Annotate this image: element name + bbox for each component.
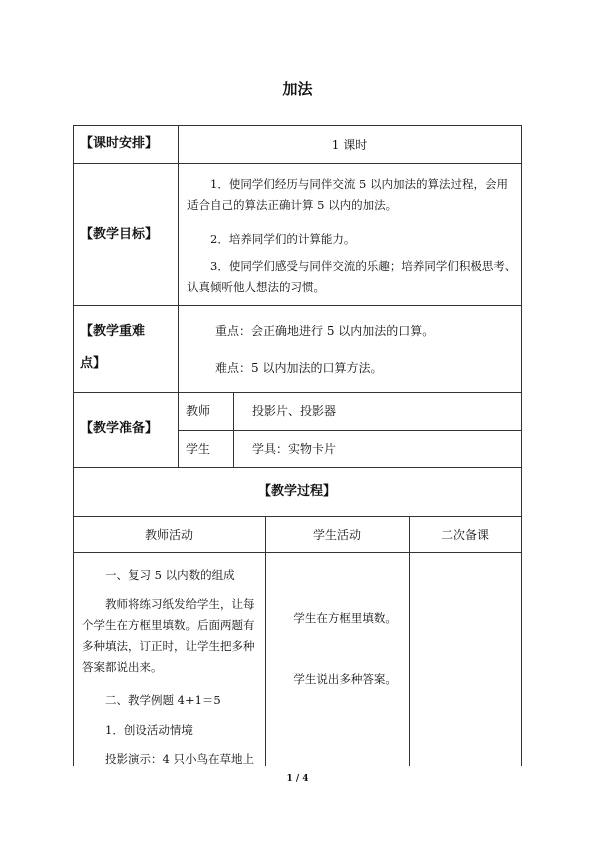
column-header-teacher: 教师活动 [144, 528, 193, 542]
key-point: 重点：会正确地进行 5 以内加法的口算。 [215, 324, 435, 338]
process-label: 【教学过程】 [257, 484, 336, 499]
column-header-student: 学生活动 [312, 528, 361, 542]
goal-item-1: 1．使同学们经历与同伴交流 5 以内加法的算法过程，会用适合自己的算法正确计算 5 以内的加法。 [187, 177, 508, 212]
goal-item-2: 2．培养同学们的计算能力。 [210, 232, 356, 246]
schedule-value: 1 课时 [331, 138, 368, 152]
goals-label: 【教学目标】 [80, 227, 159, 242]
page-number: 1 / 4 [286, 774, 309, 784]
page-title: 加法 [282, 80, 313, 98]
schedule-label: 【课时安排】 [80, 136, 159, 151]
preparation-label: 【教学准备】 [80, 421, 159, 436]
key-points-label-line2: 点】 [80, 356, 107, 371]
teacher-activity-4: 1．创设活动情境 [105, 723, 193, 737]
column-header-notes: 二次备课 [440, 528, 489, 542]
teacher-activity-5: 投影演示：4 只小鸟在草地上 [105, 752, 254, 766]
teacher-activity-3: 二、教学例题 4+1＝5 [105, 693, 221, 707]
student-activity-1: 学生在方框里填数。 [293, 611, 397, 625]
key-points-label-line1: 【教学重难 [80, 324, 146, 339]
preparation-student-role: 学生 [186, 442, 211, 456]
teacher-activity-2: 教师将练习纸发给学生，让每个学生在方框里填数。后面两题有多种填法，订正时，让学生把多种答案都说出来。 [82, 597, 255, 674]
teacher-activity-1: 一、复习 5 以内数的组成 [105, 568, 235, 582]
student-activity-2: 学生说出多种答案。 [293, 672, 397, 686]
preparation-student-items: 学具：实物卡片 [252, 442, 337, 456]
preparation-teacher-items: 投影片、投影器 [252, 404, 337, 418]
goal-item-3: 3．使同学们感受与同伴交流的乐趣；培养同学们积极思考、认真倾听他人想法的习惯。 [187, 259, 517, 294]
preparation-teacher-role: 教师 [186, 404, 211, 418]
difficult-point: 难点：5 以内加法的口算方法。 [215, 361, 383, 375]
